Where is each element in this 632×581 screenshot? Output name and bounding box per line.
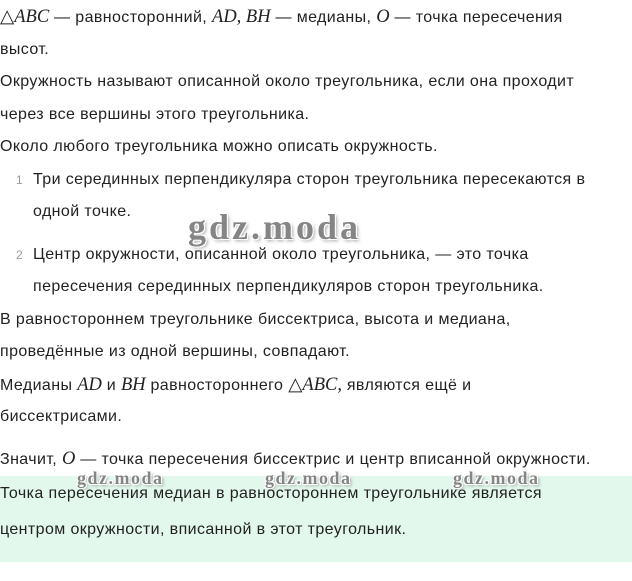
watermark-logo: gdz.moda: [188, 207, 362, 247]
property-line-1: В равностороннем треугольнике биссектриса, высота и медиана,: [0, 310, 511, 328]
medians-suffix: являются ещё и: [346, 376, 472, 394]
list-item-2-line-1: Центр окружности, описанной около треугольника, — это точка: [33, 245, 529, 263]
theorem-paragraph: [0, 131, 632, 164]
medians-and: и: [106, 376, 117, 394]
given-point-text: — точка пересечения: [394, 9, 563, 26]
theorem-line: Около любого треугольника можно описать окружность.: [0, 138, 438, 155]
watermark-small: gdz.moda: [453, 468, 540, 488]
medians-bisectors-paragraph: [0, 369, 632, 434]
math-median-bh: BH: [120, 374, 146, 395]
given-equilateral-text: — равносторонний,: [54, 9, 208, 26]
given-line-1: [0, 1, 632, 34]
list-item-2: [0, 239, 632, 304]
list-number: 2: [16, 247, 23, 262]
conclusion-prefix: Значит,: [0, 450, 58, 468]
medians-bisectors-line-1: [0, 369, 632, 402]
list-item-1-line-2: одной точке.: [33, 203, 132, 220]
property-line-2: проведённые из одной вершины, совпадают.: [0, 343, 350, 360]
math-triangle-abc: △ABC: [0, 7, 50, 27]
math-point-o: O: [61, 448, 76, 469]
answer-highlight-box: [0, 476, 632, 562]
math-triangle-abc: △ABC,: [288, 374, 342, 395]
list-item-1-line-1: Три серединных перпендикуляра сторон треугольника пересекаются в: [33, 170, 586, 188]
watermark-small: gdz.moda: [77, 468, 164, 488]
math-median-ad: AD: [77, 374, 102, 395]
definition-line-2: через все вершины этого треугольника.: [0, 105, 310, 123]
definition-line-1: Окружность называют описанной около треугольника, если она проходит: [0, 73, 575, 90]
conclusion-suffix: — точка пересечения биссектрис и центр вписанной окружности.: [80, 450, 591, 468]
math-medians-ad-bh: AD, BH: [212, 7, 271, 27]
list-number: 1: [16, 172, 23, 187]
answer-line-2: центром окружности, вписанной в этот треугольник.: [0, 521, 407, 538]
list-item-2-line-2: пересечения серединных перпендикуляров сторон треугольника.: [33, 278, 544, 295]
given-line-2: высот.: [0, 40, 50, 58]
given-medians-text: — медианы,: [275, 9, 372, 26]
definition-paragraph: [0, 66, 632, 131]
watermark-small: gdz.moda: [265, 468, 352, 488]
property-paragraph: [0, 304, 632, 369]
medians-prefix: Медианы: [0, 376, 73, 394]
medians-bisectors-line-2: биссектрисами.: [0, 408, 123, 425]
answer-line-1: Точка пересечения медиан в равностороннем треугольнике является: [0, 485, 542, 502]
given-paragraph: [0, 1, 632, 66]
medians-middle: равностороннего: [150, 376, 284, 394]
math-point-o: O: [376, 7, 390, 27]
